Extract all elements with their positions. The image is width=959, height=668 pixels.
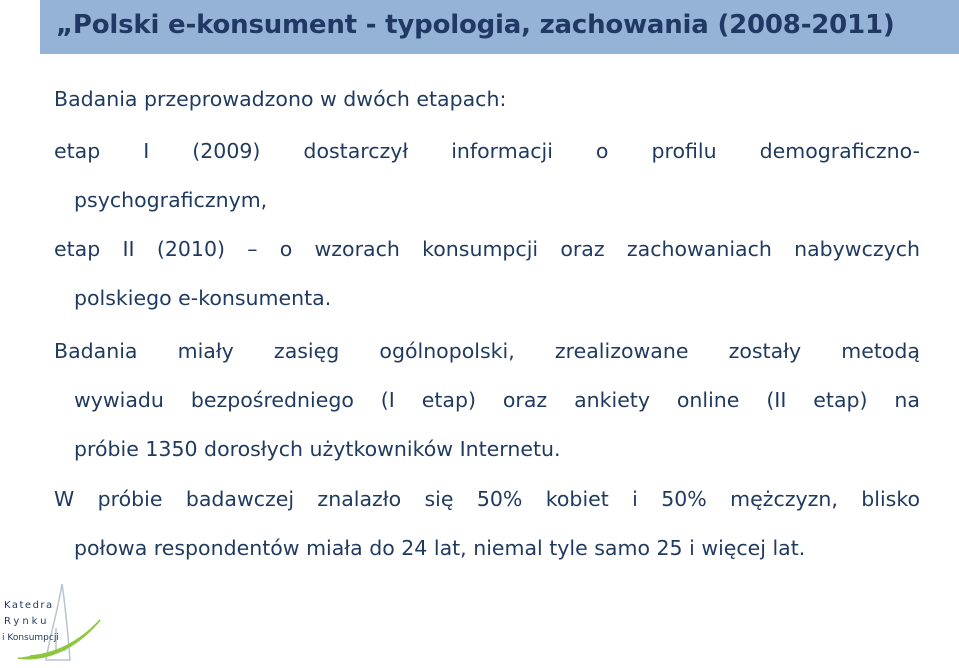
- slide-title: „Polski e-konsument - typologia, zachowania (2008-2011): [56, 10, 895, 40]
- text-line: wywiadu bezpośredniego (I etap) oraz ankiety online (II etap) na: [74, 388, 920, 412]
- text-line: etap II (2010) – o wzorach konsumpcji oraz zachowaniach nabywczych: [54, 237, 920, 261]
- paragraph-stage-2: [54, 225, 920, 323]
- paragraph-stage-1: [54, 127, 920, 225]
- text-line: próbie 1350 dorosłych użytkowników Internetu.: [74, 437, 561, 461]
- paragraph-sample: [54, 475, 920, 573]
- logo-graphic: [0, 580, 120, 664]
- text-line: psychograficznym,: [74, 188, 268, 212]
- paragraph-intro: [54, 75, 920, 124]
- text-line: Badania przeprowadzono w dwóch etapach:: [54, 87, 507, 111]
- text-line: połowa respondentów miała do 24 lat, niemal tyle samo 25 i więcej lat.: [74, 536, 806, 560]
- text-line: polskiego e-konsumenta.: [74, 286, 332, 310]
- paragraph-methodology: [54, 327, 920, 474]
- logo-text-line-1: Katedra: [4, 600, 54, 611]
- logo-text-line-3: i Konsumpcji: [2, 633, 59, 643]
- department-logo: [0, 580, 120, 664]
- logo-text-line-2: Rynku: [4, 616, 50, 627]
- text-line: Badania miały zasięg ogólnopolski, zrealizowane zostały metodą: [54, 339, 920, 363]
- text-line: etap I (2009) dostarczył informacji o profilu demograficzno-: [54, 139, 920, 163]
- text-line: W próbie badawczej znalazło się 50% kobiet i 50% mężczyzn, blisko: [54, 487, 920, 511]
